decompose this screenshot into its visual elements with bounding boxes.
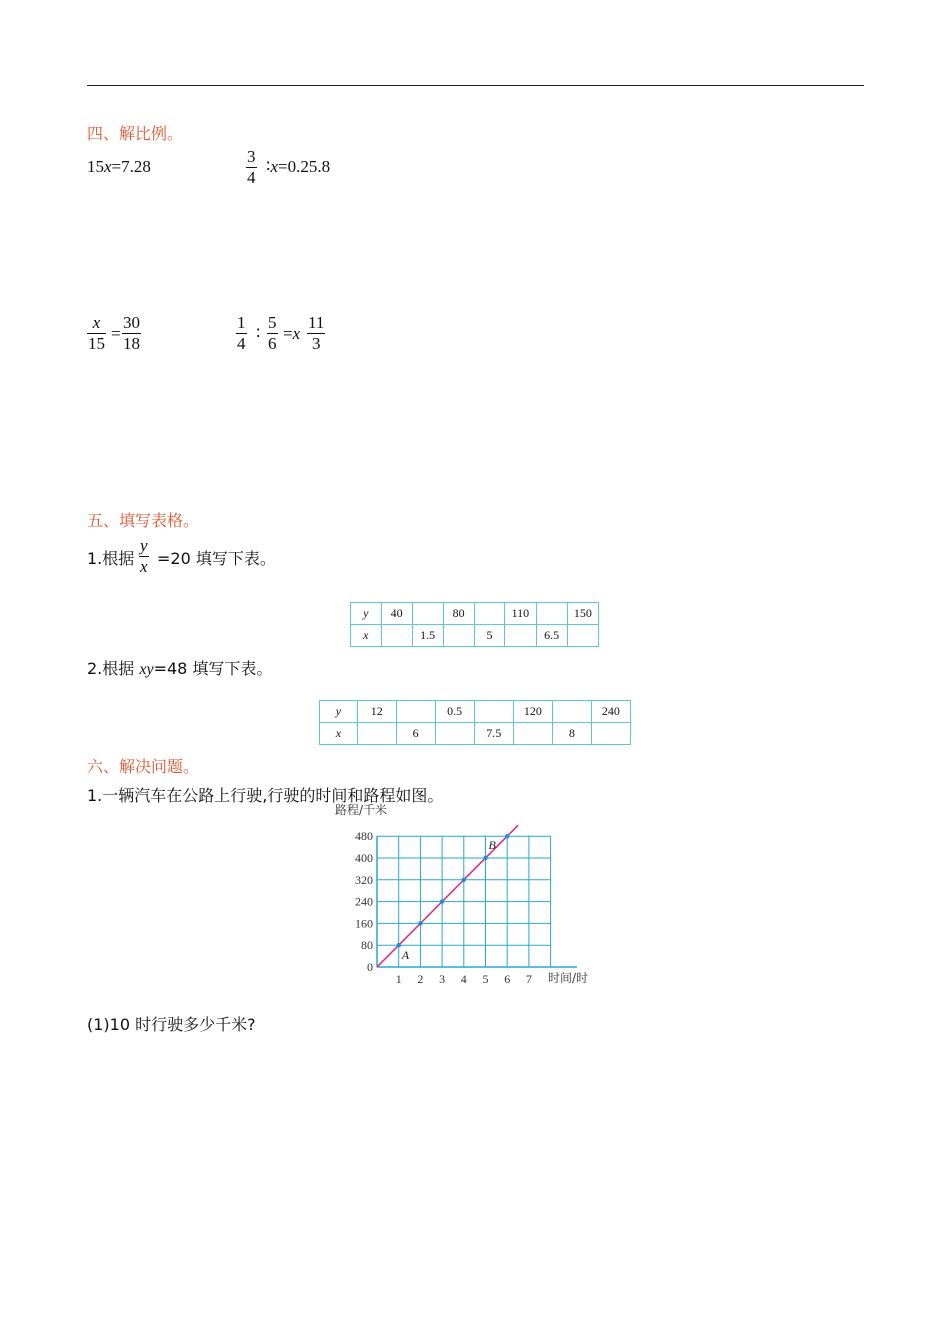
q1-suffix: =20 填写下表。 <box>157 549 276 568</box>
table-cell: 120 <box>513 701 552 723</box>
proportion-1-var: x <box>104 157 112 176</box>
y-tick-label: 0 <box>367 960 373 974</box>
data-point <box>440 899 444 903</box>
sub-question-1: (1)10 时行驶多少千米? <box>87 1015 256 1034</box>
y-tick-label: 240 <box>355 894 373 909</box>
data-point <box>483 856 487 860</box>
table-cell: 80 <box>443 603 474 625</box>
fraction-denominator: 4 <box>237 334 246 353</box>
y-tick-label: 320 <box>355 872 373 887</box>
proportion-2-var: x <box>270 157 278 176</box>
x-tick-label: 2 <box>417 972 424 986</box>
proportion-1-right: =7.28 <box>111 157 151 176</box>
proportion-4-fraction-1 <box>236 313 247 354</box>
q1-fraction <box>139 536 149 577</box>
data-point <box>505 834 509 838</box>
section4-title: 四、解比例。 <box>87 124 184 143</box>
chart-series <box>377 825 518 967</box>
section5-title: 五、填写表格。 <box>87 511 200 530</box>
y-tick-label: 160 <box>355 916 373 931</box>
fraction-numerator: 1 <box>237 313 246 332</box>
fraction-denominator: 15 <box>88 334 105 353</box>
distance-time-graph <box>335 800 605 990</box>
table-cell[interactable] <box>435 723 474 745</box>
x-tick-label: 6 <box>504 972 511 986</box>
y-tick-label: 480 <box>355 829 373 844</box>
table-cell[interactable] <box>412 603 443 625</box>
fraction-numerator: 11 <box>308 313 325 332</box>
table-row <box>320 723 631 745</box>
fraction-numerator: 3 <box>247 147 256 166</box>
fraction-numerator: 30 <box>123 313 140 332</box>
table-cell[interactable] <box>552 701 591 723</box>
table-cell: 5 <box>474 625 505 647</box>
proportion-4-middle <box>283 324 300 344</box>
table-cell: 12 <box>357 701 396 723</box>
table-cell[interactable] <box>396 701 435 723</box>
x-tick-label: 7 <box>525 972 532 986</box>
table-row <box>351 625 599 647</box>
chart-points <box>401 838 497 962</box>
x-tick-label: 1 <box>395 972 402 986</box>
y-tick-label: 80 <box>361 938 373 953</box>
table-2 <box>319 700 631 745</box>
table-cell: 6.5 <box>536 625 567 647</box>
table-cell: 6 <box>396 723 435 745</box>
table-cell[interactable] <box>536 603 567 625</box>
y-tick-label: 400 <box>355 851 373 865</box>
fraction-denominator: 3 <box>311 334 321 353</box>
table-cell: 8 <box>552 723 591 745</box>
table-cell[interactable] <box>513 723 552 745</box>
fraction-numerator: 5 <box>268 313 277 332</box>
table-cell: x <box>351 625 382 647</box>
proportion-2-fraction <box>246 147 257 188</box>
q2-suffix: =48 填写下表。 <box>153 659 273 678</box>
table-cell: 7.5 <box>474 723 513 745</box>
data-point <box>418 921 422 925</box>
proportion-3-fraction-left <box>87 313 106 354</box>
chart-x-axis-label: 时间/时 <box>548 971 589 985</box>
proportion-2-right: =0.25.8 <box>277 157 331 176</box>
table-cell: 110 <box>505 603 536 625</box>
table-cell: 240 <box>591 701 630 723</box>
ratio-colon: ∶ <box>266 157 271 176</box>
q1-prefix: 1.根据 <box>87 549 135 568</box>
table-cell[interactable] <box>474 701 513 723</box>
table-cell[interactable] <box>381 625 412 647</box>
proportion-3-equals: = <box>111 324 121 343</box>
fraction-numerator: x <box>87 313 106 334</box>
fraction-denominator: 6 <box>268 334 277 353</box>
ratio-colon: ∶ <box>256 324 261 343</box>
table-row <box>320 701 631 723</box>
section6-title: 六、解决问题。 <box>87 757 200 776</box>
point-label-b: B <box>488 838 496 852</box>
equals: = <box>283 324 293 343</box>
table-cell[interactable] <box>505 625 536 647</box>
x-tick-label: 4 <box>460 972 467 986</box>
data-point <box>462 878 466 882</box>
q2 <box>87 656 272 679</box>
x-tick-label: 5 <box>482 972 489 986</box>
q2-var: xy <box>139 661 154 678</box>
table-row <box>351 603 599 625</box>
chart-y-axis-label: 路程/千米 <box>335 803 388 817</box>
proportion-4-fraction-2 <box>267 313 278 354</box>
fraction-denominator: 18 <box>123 334 140 353</box>
proportion-2 <box>266 157 330 177</box>
table-1 <box>350 602 599 647</box>
data-point <box>397 943 401 947</box>
table-cell[interactable] <box>474 603 505 625</box>
problem-1: 1.一辆汽车在公路上行驶,行驶的时间和路程如图。 <box>87 786 444 805</box>
table-cell: 150 <box>567 603 598 625</box>
proportion-4-fraction-3 <box>307 313 325 354</box>
fraction-numerator: y <box>140 536 148 555</box>
table-cell[interactable] <box>591 723 630 745</box>
point-label-a: A <box>401 948 410 963</box>
fraction-denominator: 4 <box>247 168 256 187</box>
table-cell[interactable] <box>443 625 474 647</box>
table-cell[interactable] <box>567 625 598 647</box>
table-cell: y <box>351 603 382 625</box>
proportion-1-left: 15 <box>87 157 104 176</box>
table-cell: y <box>320 701 358 723</box>
top-rule <box>87 85 864 86</box>
q2-prefix: 2.根据 <box>87 659 140 678</box>
table-cell: 1.5 <box>412 625 443 647</box>
x-tick-label: 3 <box>439 972 446 986</box>
proportion-4-var: x <box>292 324 301 343</box>
fraction-denominator: x <box>140 557 148 576</box>
table-cell: 40 <box>381 603 412 625</box>
proportion-1 <box>87 157 151 177</box>
table-cell[interactable] <box>357 723 396 745</box>
proportion-3-fraction-right <box>122 313 141 354</box>
table-cell: 0.5 <box>435 701 474 723</box>
table-cell: x <box>320 723 358 745</box>
